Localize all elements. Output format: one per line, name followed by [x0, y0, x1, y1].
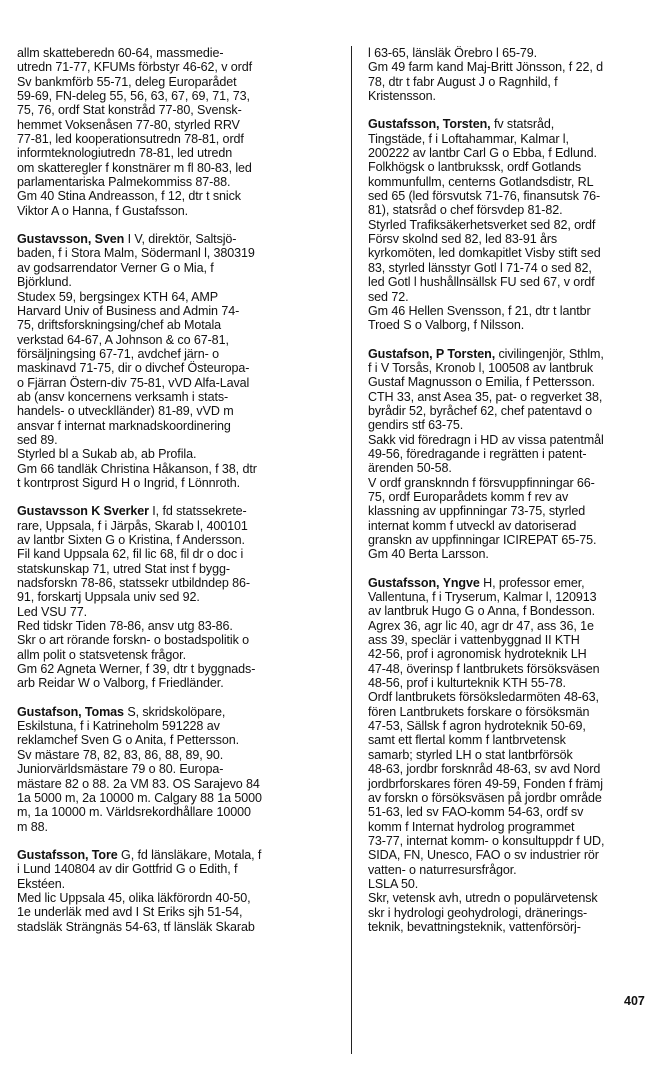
entry-line: [368, 633, 672, 647]
entry-line: [17, 605, 335, 619]
entry-text: av godsarrendator Verner G o Mia, f: [17, 260, 214, 275]
entry-text: S, skridskolöpare,: [123, 704, 226, 719]
entry-text: Gm 66 tandläk Christina Håkanson, f 38, dtr: [17, 461, 257, 476]
entry-line: [17, 705, 335, 719]
entry-line: [17, 404, 335, 418]
entry-text: nadsforskn 78-86, statssekr utbildndep 86-: [17, 576, 250, 591]
biography-entry: [17, 504, 335, 690]
entry-line: [368, 604, 672, 618]
entry-text: stadsläk Strängnäs 54-63, tf länsläk Skarab: [17, 919, 255, 934]
entry-text: Gm 49 farm kand Maj-Britt Jönsson, f 22, d: [368, 60, 603, 75]
entry-line: [368, 361, 672, 375]
entry-text: Led VSU 77.: [17, 604, 88, 619]
entry-line: [17, 261, 335, 275]
entry-line: [368, 590, 672, 604]
entry-text: 91, forskartj Uppsala univ sed 92.: [17, 590, 200, 605]
entry-line: [17, 347, 335, 361]
entry-line: [368, 748, 672, 762]
entry-text: I, fd statssekrete-: [148, 504, 247, 519]
entry-text: verkstad 64-67, A Johnson & co 67-81,: [17, 332, 229, 347]
entry-text: Björklund.: [17, 275, 72, 290]
entry-text: Agrex 36, agr lic 40, agr dr 47, ass 36, 1e: [368, 618, 594, 633]
entry-line: [368, 619, 672, 633]
entry-text: 81), statsråd o chef försvdep 81-82.: [368, 203, 563, 218]
entry-text: Med lic Uppsala 45, olika läkförordn 40-50,: [17, 890, 251, 905]
entry-text: Försv skolnd sed 82, led 83-91 års: [368, 232, 558, 247]
entry-text: Juniorvärldsmästare 79 o 80. Europa-: [17, 762, 224, 777]
entry-text: 42-56, prof i agronomisk hydroteknik LH: [368, 647, 587, 662]
entry-line: [368, 246, 672, 260]
entry-line: [17, 118, 335, 132]
entry-line: [17, 590, 335, 604]
entry-line: [17, 805, 335, 819]
entry-text: Studex 59, bergsingex KTH 64, AMP: [17, 289, 219, 304]
entry-line: [368, 733, 672, 747]
biography-entry: [368, 347, 672, 562]
entry-line: [17, 791, 335, 805]
biography-entry: [368, 576, 672, 935]
entry-text: granskn av uppfinningar ICIREPAT 65-75.: [368, 533, 597, 547]
entry-text: Viktor A o Hanna, f Gustafsson.: [17, 203, 189, 218]
entry-line: [368, 290, 672, 304]
entry-line: [368, 690, 672, 704]
entry-text: Sv mästare 78, 82, 83, 86, 88, 89, 90.: [17, 747, 224, 762]
entry-line: [368, 877, 672, 891]
entry-line: [17, 146, 335, 160]
entry-line: [17, 920, 335, 934]
entry-text: sed 72.: [368, 289, 409, 304]
entry-text: utredn 71-77, KFUMs förbstyr 46-62, v ordf: [17, 60, 252, 75]
entry-line: [17, 905, 335, 919]
entry-line: [368, 390, 672, 404]
entry-text: statskunskap 71, utred Stat inst f bygg-: [17, 561, 230, 576]
entry-text: ärenden 50-58.: [368, 461, 452, 476]
entry-line: [368, 777, 672, 791]
entry-line: [17, 175, 335, 189]
entry-text: 73-77, internat komm- o konsultuppdr f UD,: [368, 833, 605, 848]
entry-line: [368, 676, 672, 690]
entry-line: [17, 562, 335, 576]
entry-text: informteknologiutredn 78-81, led utredn: [17, 146, 233, 161]
entry-text: teknik, bevattningsteknik, vattenförsörj-: [368, 919, 581, 934]
entry-line: [17, 619, 335, 633]
entry-text: 47-48, överinsp f lantbrukets försöksväsen: [368, 661, 600, 676]
entry-text: H, professor emer,: [479, 575, 585, 590]
entry-text: f i V Torsås, Kronob l, 100508 av lantbruk: [368, 360, 594, 375]
entry-text: baden, f i Stora Malm, Södermanl l, 380319: [17, 246, 255, 261]
entry-line: [368, 261, 672, 275]
entry-text: 1a 5000 m, 2a 10000 m. Calgary 88 1a 5000: [17, 790, 262, 805]
entry-line: [17, 246, 335, 260]
entry-text: Styrled Trafiksäkerhetsverket sed 82, ordf: [368, 217, 596, 232]
entry-text: gendirs stf 63-75.: [368, 418, 464, 433]
entry-text: 48-63, jordbr forsknråd 48-63, sv avd Nord: [368, 762, 601, 777]
entry-text: m 88.: [17, 819, 48, 834]
entry-text: reklamchef Sven G o Anita, f Pettersson.: [17, 733, 239, 748]
entry-line: [17, 820, 335, 834]
entry-line: [368, 304, 672, 318]
entry-line: [368, 662, 672, 676]
entry-line: [17, 290, 335, 304]
entry-text: komm f Internat hydrolog programmet: [368, 819, 575, 834]
entry-line: [17, 648, 335, 662]
biography-entry: [17, 46, 335, 218]
entry-line: [17, 891, 335, 905]
entry-line: [17, 748, 335, 762]
entry-text: Skr o art rörande forskn- o bostadspolitik o: [17, 633, 250, 648]
entry-line: [368, 318, 672, 332]
column-divider: [351, 46, 352, 1054]
entry-line: [17, 476, 335, 490]
entry-text: fören Lantbrukets forskare o försöksmän: [368, 704, 590, 719]
entry-text: 47-53, Sällsk f agron hydroteknik 50-69,: [368, 719, 586, 734]
entry-text: civilingenjör, Sthlm,: [495, 346, 604, 361]
entry-line: [368, 375, 672, 389]
entry-line: [368, 863, 672, 877]
entry-line: [368, 719, 672, 733]
biography-entry: [17, 705, 335, 834]
entry-line: [368, 547, 672, 561]
entry-line: [17, 547, 335, 561]
entry-line: [368, 504, 672, 518]
biography-entry: [17, 232, 335, 490]
entry-line: [368, 891, 672, 905]
entry-line: [368, 519, 672, 533]
entry-line: [17, 376, 335, 390]
entry-text: försäljningsing 67-71, avdchef järn- o: [17, 346, 219, 361]
entry-line: [17, 232, 335, 246]
entry-text: kommunfullm, centerns Gotlandsdistr, RL: [368, 174, 594, 189]
entry-text: 78, dtr t fabr August J o Ragnhild, f: [368, 74, 558, 89]
entry-line: [17, 419, 335, 433]
entry-line: [17, 304, 335, 318]
entry-headword: Gustavsson K Sverker: [17, 504, 149, 519]
entry-text: 75, 76, ordf Stat konstråd 77-80, Svensk-: [17, 103, 242, 118]
entry-headword: Gustafson, Tomas: [17, 704, 124, 719]
entry-line: [17, 733, 335, 747]
entry-text: samarb; styrled LH o stat lantbrförsök: [368, 747, 573, 762]
entry-text: kyrkomöten, led domkapitlet Visby stift sed: [368, 246, 601, 261]
entry-line: [17, 462, 335, 476]
entry-line: [368, 805, 672, 819]
entry-text: rare, Uppsala, f i Järpås, Skarab l, 400101: [17, 518, 248, 533]
entry-text: av lantbr Sixten G o Kristina, f Andersson.: [17, 533, 245, 547]
entry-headword: Gustafsson, Torsten,: [368, 117, 491, 132]
entry-text: SIDA, FN, Unesco, FAO o sv industrier rör: [368, 848, 599, 863]
entry-headword: Gustafsson, Tore: [17, 847, 118, 862]
entry-line: [368, 533, 672, 547]
entry-text: Gm 40 Berta Larsson.: [368, 547, 489, 562]
entry-text: maskinavd 71-75, dir o divchef Östeuropa-: [17, 361, 250, 376]
entry-text: allm skatteberedn 60-64, massmedie-: [17, 46, 224, 60]
entry-text: 1e underläk med avd I St Eriks sjh 51-54,: [17, 905, 243, 920]
entry-text: ass 39, speclär i vattenbyggnad II KTH: [368, 633, 580, 648]
entry-text: I V, direktör, Saltsjö-: [124, 232, 237, 247]
entry-line: [368, 906, 672, 920]
entry-line: [368, 347, 672, 361]
left-column: [17, 46, 335, 948]
entry-text: sed 89.: [17, 432, 58, 447]
entry-line: [368, 132, 672, 146]
entry-text: led Gotl l hushållnsällsk FU sed 67, v ordf: [368, 275, 595, 290]
entry-line: [17, 777, 335, 791]
entry-text: mästare 82 o 88. 2a VM 83. OS Sarajevo 84: [17, 776, 260, 791]
entry-line: [17, 60, 335, 74]
entry-line: [17, 877, 335, 891]
entry-text: jordbrforskares fören 49-59, Fonden f främj: [368, 776, 603, 791]
entry-line: [368, 89, 672, 103]
entry-line: [368, 117, 672, 131]
entry-text: om skatteregler f konstnärer m fl 80-83, led: [17, 160, 252, 175]
entry-text: Styrled bl a Sukab ab, ab Profila.: [17, 447, 197, 462]
entry-text: 51-63, led sv FAO-komm 54-63, ordf sv: [368, 805, 584, 820]
entry-line: [368, 476, 672, 490]
entry-line: [17, 161, 335, 175]
entry-line: [368, 490, 672, 504]
entry-line: [17, 275, 335, 289]
entry-text: Skr, vetensk avh, utredn o populärvetensk: [368, 891, 598, 906]
entry-line: [17, 848, 335, 862]
entry-line: [368, 433, 672, 447]
entry-text: samt ett flertal komm f lantbrvetensk: [368, 733, 566, 748]
entry-line: [17, 533, 335, 547]
entry-text: m, 1a 10000 m. Världsrekordhållare 10000: [17, 805, 251, 820]
entry-line: [17, 390, 335, 404]
entry-line: [17, 447, 335, 461]
entry-text: Vallentuna, f i Tryserum, Kalmar l, 120913: [368, 590, 597, 605]
entry-text: 77-81, led kooperationsutredn 78-81, ordf: [17, 132, 244, 147]
entry-text: Troed S o Valborg, f Nilsson.: [368, 318, 525, 333]
entry-text: o Fjärran Östern-div 75-81, vVD Alfa-Laval: [17, 375, 250, 390]
entry-text: i Lund 140804 av dir Gottfrid G o Edith, f: [17, 862, 238, 877]
entry-text: sed 65 (led försvutsk 71-76, finansutsk 76-: [368, 189, 601, 204]
entry-line: [368, 705, 672, 719]
entry-text: parlamentariska Palmekommiss 87-88.: [17, 175, 231, 190]
entry-line: [17, 662, 335, 676]
entry-text: 75, ordf Europarådets komm f rev av: [368, 489, 569, 504]
entry-text: hemmet Voksenåsen 77-80, styrled RRV: [17, 117, 240, 132]
entry-line: [17, 318, 335, 332]
right-column: [368, 46, 672, 948]
entry-line: [368, 418, 672, 432]
entry-text: 200222 av lantbr Carl G o Ebba, f Edlund.: [368, 146, 597, 161]
entry-line: [17, 46, 335, 60]
entry-line: [17, 762, 335, 776]
entry-text: Ekstéen.: [17, 876, 66, 891]
entry-text: Harvard Univ of Business and Admin 74-: [17, 303, 240, 318]
entry-line: [368, 820, 672, 834]
entry-text: Folkhögsk o lantbrukssk, ordf Gotlands: [368, 160, 582, 175]
entry-line: [368, 60, 672, 74]
entry-text: Gustaf Magnusson o Emilia, f Pettersson.: [368, 375, 595, 390]
entry-line: [368, 146, 672, 160]
entry-text: Gm 46 Hellen Svensson, f 21, dtr t lantbr: [368, 303, 591, 318]
biography-entry: [368, 117, 672, 332]
entry-line: [17, 204, 335, 218]
entry-line: [368, 848, 672, 862]
entry-line: [17, 333, 335, 347]
entry-line: [17, 132, 335, 146]
entry-line: [368, 218, 672, 232]
entry-line: [17, 89, 335, 103]
entry-line: [368, 232, 672, 246]
entry-line: [17, 576, 335, 590]
entry-line: [368, 647, 672, 661]
entry-line: [368, 175, 672, 189]
entry-text: Fil kand Uppsala 62, fil lic 68, fil dr o doc i: [17, 547, 244, 562]
entry-line: [368, 203, 672, 217]
entry-text: 75, driftsforskningsing/chef ab Motala: [17, 318, 222, 333]
entry-line: [368, 461, 672, 475]
entry-text: vatten- o naturresursfrågor.: [368, 862, 517, 877]
entry-line: [368, 834, 672, 848]
entry-text: Tingstäde, f i Loftahammar, Kalmar l,: [368, 131, 569, 146]
entry-text: t kontrprost Sigurd H o Ingrid, f Lönnroth.: [17, 475, 241, 490]
entry-text: 59-69, FN-deleg 55, 56, 63, 67, 69, 71, 73,: [17, 89, 250, 104]
entry-text: CTH 33, anst Asea 35, pat- o regverket 38,: [368, 389, 603, 404]
entry-text: Gm 62 Agneta Werner, f 39, dtr t byggnads-: [17, 662, 256, 677]
entry-text: l 63-65, länsläk Örebro l 65-79.: [368, 46, 538, 60]
entry-headword: Gustafsson, Yngve: [368, 575, 480, 590]
entry-line: [368, 762, 672, 776]
entry-line: [17, 361, 335, 375]
entry-line: [368, 46, 672, 60]
entry-line: [368, 275, 672, 289]
entry-text: Eskilstuna, f i Katrineholm 591228 av: [17, 719, 220, 734]
entry-text: allm polit o statsvetensk frågor.: [17, 647, 186, 662]
entry-line: [17, 504, 335, 518]
entry-headword: Gustavsson, Sven: [17, 232, 125, 247]
entry-text: LSLA 50.: [368, 876, 419, 891]
entry-text: V ordf gransknndn f försvuppfinningar 66-: [368, 475, 595, 490]
entry-line: [17, 75, 335, 89]
entry-line: [17, 676, 335, 690]
entry-text: 49-56, föredragande i regrätten i patent-: [368, 446, 587, 461]
entry-line: [17, 433, 335, 447]
entry-line: [368, 920, 672, 934]
entry-text: skr i hydrologi geohydrologi, dränerings-: [368, 905, 588, 920]
entry-text: 48-56, prof i kulturteknik KTH 55-78.: [368, 676, 566, 691]
entry-line: [368, 189, 672, 203]
entry-line: [17, 519, 335, 533]
entry-text: Ordf lantbrukets försöksledarmöten 48-63,: [368, 690, 599, 705]
entry-line: [368, 447, 672, 461]
entry-text: ab (ansv koncernens verksamh i stats-: [17, 389, 229, 404]
entry-text: internat komm f utveckl av datoriserad: [368, 518, 577, 533]
entry-line: [17, 862, 335, 876]
entry-text: 83, styrled länsstyr Gotl l 71-74 o sed 82,: [368, 260, 592, 275]
entry-text: handels- o utvecklländer) 81-89, vVD m: [17, 404, 234, 419]
page-number: 407: [624, 994, 645, 1008]
entry-line: [17, 633, 335, 647]
entry-text: Sv bankmförb 55-71, deleg Europarådet: [17, 74, 237, 89]
entry-text: Gm 40 Stina Andreasson, f 12, dtr t snick: [17, 189, 241, 204]
entry-text: ansvar f internat marknadskoordinering: [17, 418, 231, 433]
entry-text: av forskn o försöksväsen på jordbr område: [368, 790, 602, 805]
entry-line: [17, 189, 335, 203]
entry-text: Sakk vid föredragn i HD av vissa patentmål: [368, 432, 604, 447]
biography-entry: [368, 46, 672, 103]
entry-text: arb Reidar W o Valborg, f Friedländer.: [17, 676, 224, 691]
entry-line: [368, 404, 672, 418]
entry-text: Kristensson.: [368, 89, 436, 104]
entry-text: av lantbruk Hugo G o Anna, f Bondesson.: [368, 604, 595, 619]
entry-line: [368, 791, 672, 805]
entry-line: [17, 719, 335, 733]
biography-entry: [17, 848, 335, 934]
entry-text: fv statsråd,: [490, 117, 555, 132]
entry-line: [17, 103, 335, 117]
entry-line: [368, 576, 672, 590]
entry-line: [368, 75, 672, 89]
entry-headword: Gustafson, P Torsten,: [368, 346, 496, 361]
entry-line: [368, 160, 672, 174]
entry-text: klassning av uppfinningar 73-75, styrled: [368, 504, 586, 519]
entry-text: byrådir 52, byråchef 62, chef patentavd o: [368, 403, 592, 418]
entry-text: G, fd länsläkare, Motala, f: [117, 847, 262, 862]
entry-text: Red tidskr Tiden 78-86, ansv utg 83-86.: [17, 619, 233, 634]
